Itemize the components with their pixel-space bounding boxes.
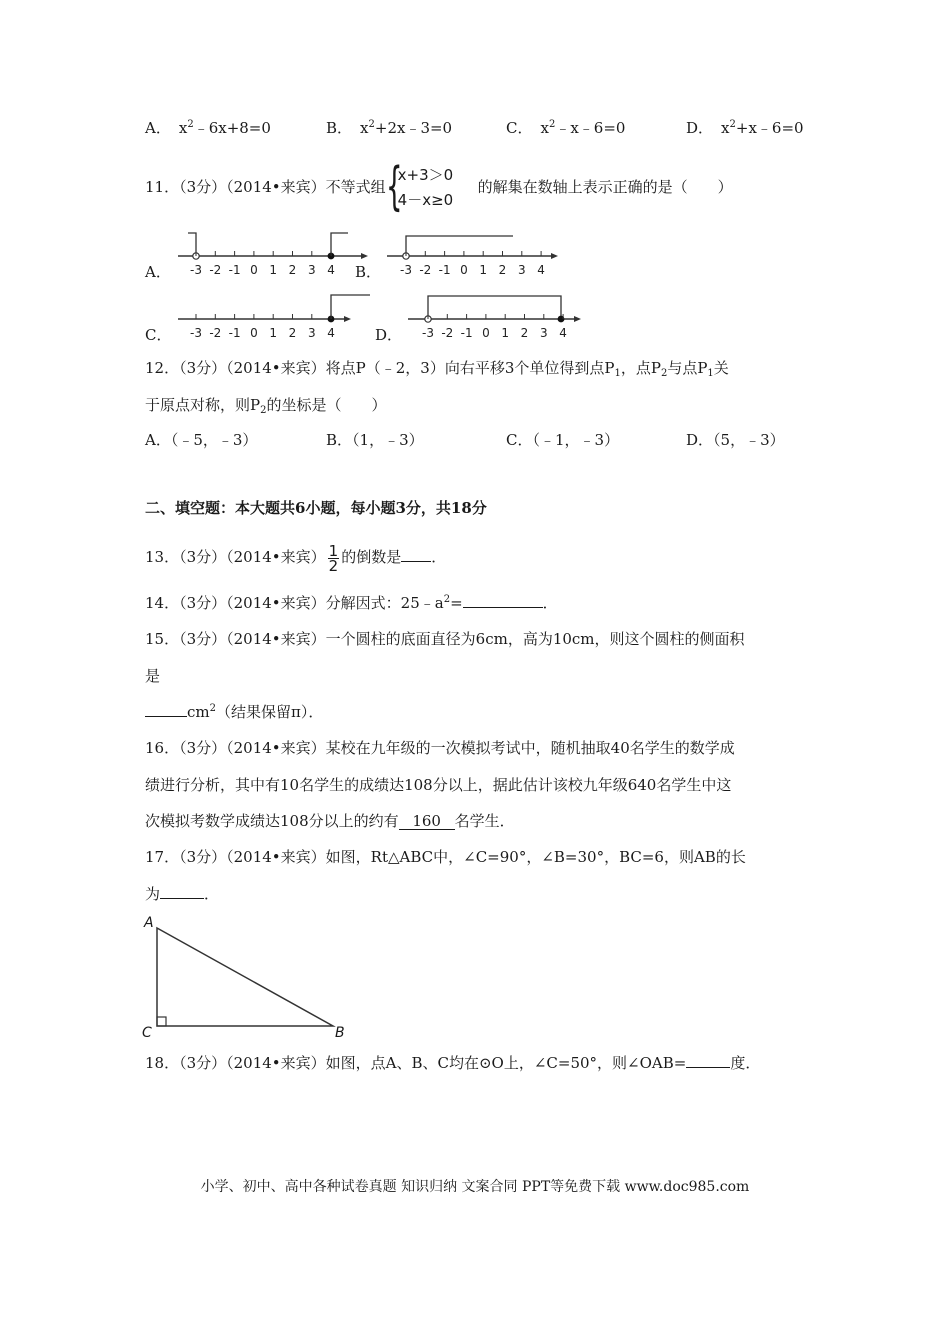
tick-label: 0 [250, 326, 258, 340]
q12-option-a: A．（﹣5，﹣3） [145, 431, 258, 449]
tick-label: -2 [419, 263, 432, 277]
tick-label: -3 [400, 263, 412, 277]
q10-option-b: B． $x^2+2x﹣3=0$ [326, 119, 453, 137]
triangle-abc [157, 928, 333, 1026]
tick-label: 3 [539, 326, 548, 340]
q10-option-d: D． $x^2+x﹣6=0$ [686, 119, 804, 137]
q16-line3: 次模拟考数学成绩达108分以上的约有 160 名学生． [145, 812, 515, 830]
tick-label: 0 [460, 263, 468, 277]
tick-label: 4 [327, 263, 335, 277]
vertex-label-b: B [335, 1025, 345, 1041]
tick-label: -3 [190, 326, 202, 340]
tick-label: 4 [559, 326, 567, 340]
tick-label: -1 [228, 263, 241, 277]
vertex-label-a: A [144, 915, 154, 931]
q17-line2: 为 ． [145, 885, 220, 903]
fraction-one-half: $\frac{1}{2}$ [328, 541, 339, 575]
q18-line: 18．（3分）（2014•来宾）如图，点A、B、C均在⊙O上，∠C=50°，则∠OAB= 度． [145, 1054, 761, 1072]
tick-label: 3 [307, 326, 316, 340]
q16-answer: 160 [399, 813, 455, 830]
tick-label: 3 [517, 263, 526, 277]
tick-label: 4 [327, 326, 335, 340]
q12-option-d: D．（5，﹣3） [686, 431, 785, 449]
q15-line1: 15．（3分）（2014•来宾）一个圆柱的底面直径为6cm，高为10cm，则这个圆柱的侧面积 [145, 630, 745, 648]
q11-stem: 11．（3分）（2014•来宾）不等式组 { x+3＞0 4－x≥0 的解集在数轴上表示正确的是（ ） [145, 157, 733, 217]
q12-line1: 12．（3分）（2014•来宾）将点P（﹣2，3）向右平移3个单位得到点$P_1$，点$P_2$与点$P_1$关 [145, 359, 729, 379]
q12-line2: 于原点对称，则$P_2$的坐标是（ ） [145, 396, 387, 416]
tick-label: 2 [288, 263, 297, 277]
tick-label: -2 [209, 326, 222, 340]
tick-label: 3 [307, 263, 316, 277]
tick-label: 0 [250, 263, 258, 277]
tick-label: 1 [269, 326, 278, 340]
tick-label: -2 [209, 263, 222, 277]
tick-label: 2 [288, 326, 297, 340]
tick-label: -2 [441, 326, 454, 340]
tick-label: -1 [460, 326, 473, 340]
vertex-label-c: C [142, 1025, 152, 1041]
section-title: 二、填空题：本大题共6小题，每小题3分，共18分 [145, 499, 487, 517]
q13-line: 13．（3分）（2014•来宾） $\frac{1}{2}$ 的倒数是 ． [145, 541, 447, 575]
q11-option-b-label: B． [355, 263, 382, 281]
tick-label: 2 [520, 326, 529, 340]
q11-option-d-label: D． [375, 326, 403, 344]
q18-answer-blank [686, 1067, 730, 1068]
right-angle-mark [157, 1017, 166, 1026]
q14-line: 14．（3分）（2014•来宾）分解因式：$25﹣a^2=$ ． [145, 594, 558, 612]
q10-option-a: A． $x^2﹣6x+8=0$ [145, 119, 271, 137]
tick-label: 2 [498, 263, 507, 277]
q16-line2: 绩进行分析，其中有10名学生的成绩达108分以上，据此估计该校九年级640名学生中这 [145, 776, 732, 794]
tick-label: 1 [269, 263, 278, 277]
tick-label: 0 [482, 326, 490, 340]
tick-label: -1 [228, 326, 241, 340]
q11-option-a-label: A． [145, 263, 171, 281]
q15-line3: $cm^2$（结果保留π）． [145, 702, 323, 722]
q12-option-c: C．（﹣1，﹣3） [506, 431, 620, 449]
inequality-system: { x+3＞0 4－x≥0 [385, 157, 454, 217]
q11-option-c-label: C． [145, 326, 172, 344]
q16-line1: 16．（3分）（2014•来宾）某校在九年级的一次模拟考试中，随机抽取40名学生的数学成 [145, 739, 735, 757]
tick-label: -1 [438, 263, 451, 277]
tick-label: 1 [501, 326, 510, 340]
tick-label: 4 [537, 263, 545, 277]
tick-label: -3 [190, 263, 202, 277]
q12-option-b: B．（1，﹣3） [326, 431, 424, 449]
q17-line1: 17．（3分）（2014•来宾）如图，Rt△ABC中，∠C=90°，∠B=30°，BC=6，则AB的长 [145, 848, 746, 866]
tick-label: 1 [479, 263, 488, 277]
tick-label: -3 [422, 326, 434, 340]
page-footer: 小学、初中、高中各种试卷真题 知识归纳 文案合同 PPT等免费下载 www.doc985.com [200, 1179, 750, 1195]
q15-line2: 是 [145, 667, 161, 685]
q10-option-c: C． $x^2﹣x﹣6=0$ [506, 119, 626, 137]
